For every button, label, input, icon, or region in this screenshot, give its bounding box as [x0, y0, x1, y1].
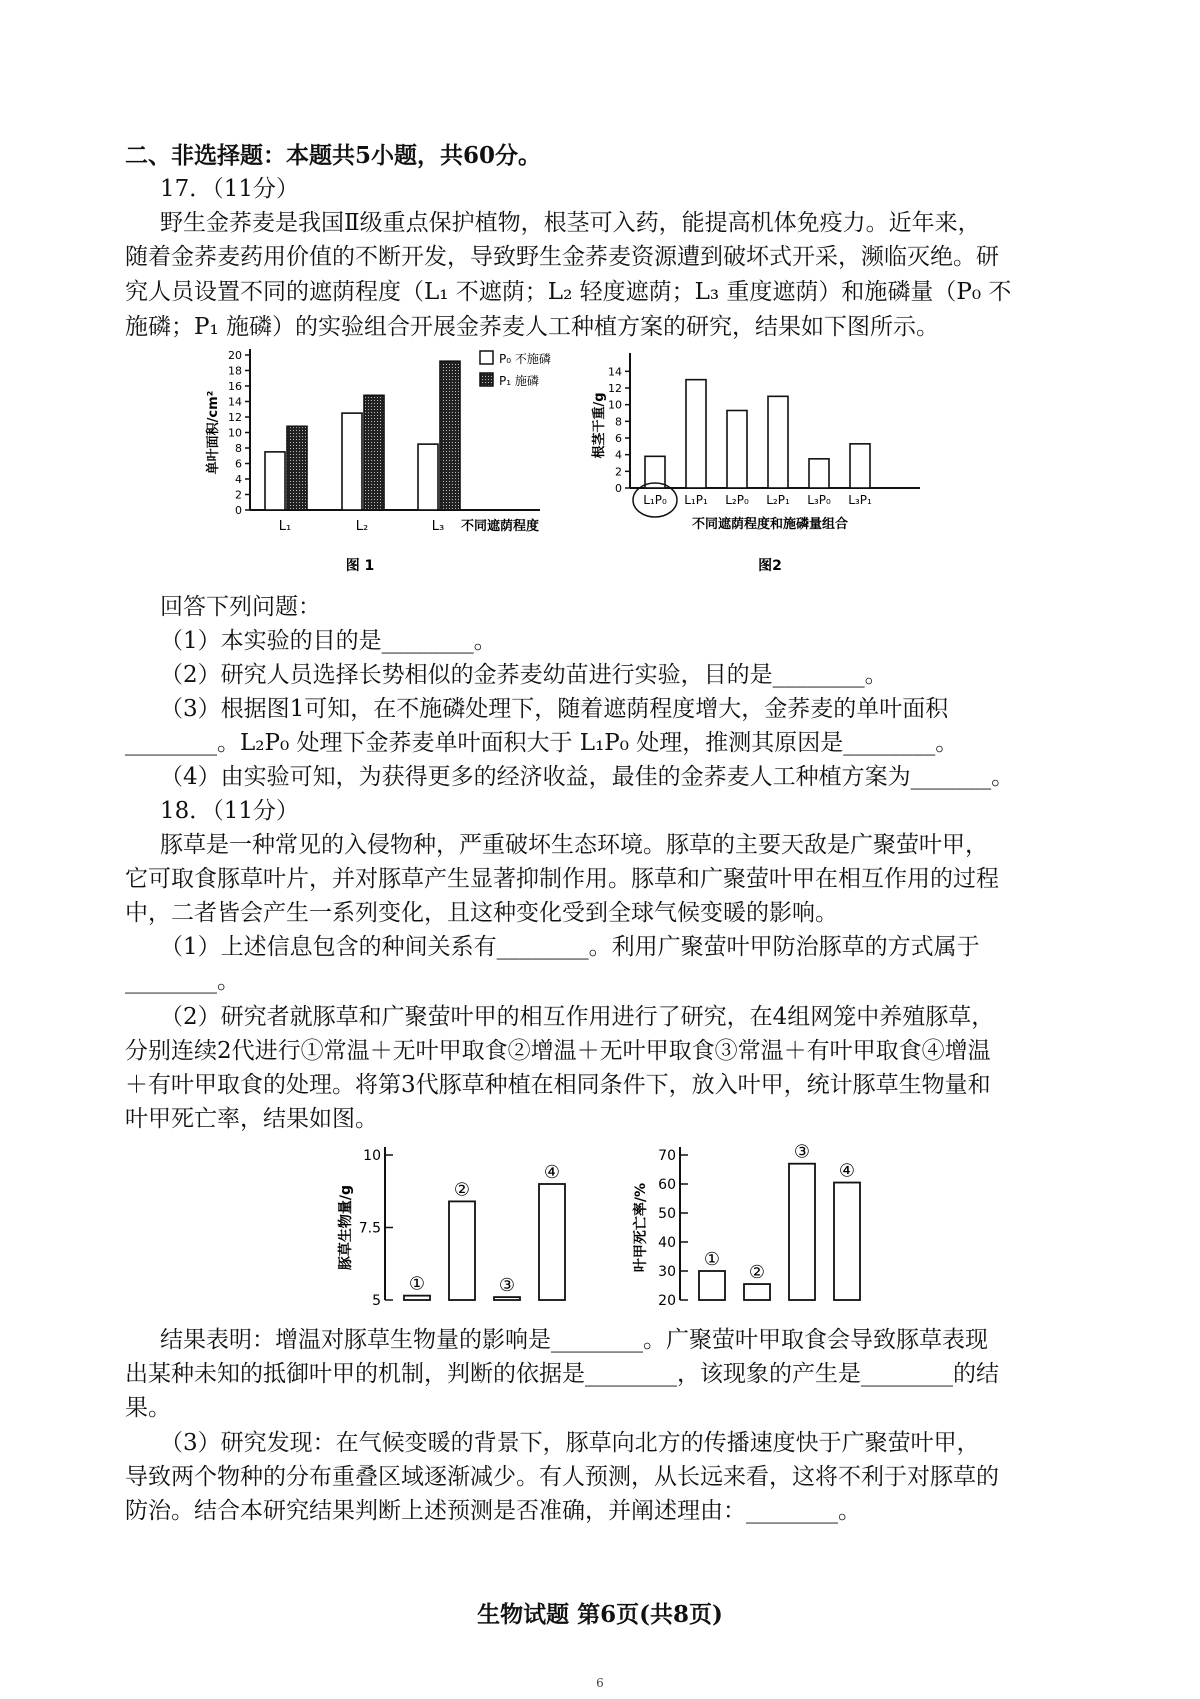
q18-number: 18．（11分）	[160, 798, 300, 824]
x-tick-label: L₁P₀	[643, 493, 667, 507]
figure-caption: 图2	[758, 558, 782, 574]
y-tick-label: 14	[608, 365, 622, 379]
y-tick-label: 6	[235, 457, 242, 471]
legend-label: P₀ 不施磷	[499, 352, 551, 366]
bar	[287, 426, 307, 510]
y-tick-label: 0	[615, 482, 622, 495]
q18-q3-line: 防治。结合本研究结果判断上述预测是否准确，并阐述理由：________。	[125, 1498, 861, 1524]
q17-question: ________。L₂P₀ 处理下金荞麦单叶面积大于 L₁P₀ 处理，推测其原因是________。	[125, 730, 959, 756]
biomass-chart	[340, 1140, 600, 1320]
x-tick-label: L₂P₀	[725, 493, 749, 507]
q18-para-line: 豚草是一种常见的入侵物种，严重破坏生态环境。豚草的主要天敌是广聚萤叶甲，	[160, 832, 988, 858]
y-tick-label: 5	[372, 1293, 381, 1309]
q18-q2-line: ＋有叶甲取食的处理。将第3代豚草种植在相同条件下，放入叶甲，统计豚草生物量和	[125, 1072, 991, 1098]
bar	[449, 1201, 475, 1300]
bar-label: ④	[838, 1160, 856, 1182]
q17-para-line: 随着金荞麦药用价值的不断开发，导致野生金荞麦资源遭到破坏式开采，濒临灭绝。研	[125, 244, 999, 270]
q17-question: （3）根据图1可知，在不施磷处理下，随着遮荫程度增大，金荞麦的单叶面积	[160, 696, 949, 722]
bar	[699, 1271, 725, 1300]
bar-label: ②	[748, 1262, 766, 1284]
bar	[440, 361, 460, 510]
y-tick-label: 20	[228, 349, 242, 362]
bar	[404, 1296, 430, 1300]
y-tick-label: 4	[235, 473, 242, 486]
page-footer: 生物试题 第6页(共8页)	[477, 1601, 723, 1628]
figure-2-chart	[592, 345, 925, 585]
bar-label: ①	[408, 1273, 426, 1295]
legend-swatch	[480, 351, 493, 364]
page-number: 6	[596, 1676, 604, 1690]
y-tick-label: 10	[363, 1148, 381, 1164]
q18-q2-line: （2）研究者就豚草和广聚萤叶甲的相互作用进行了研究，在4组网笼中养殖豚草，	[160, 1004, 995, 1030]
y-tick-label: 10	[608, 398, 622, 412]
y-axis-label: 叶甲死亡率/%	[633, 1182, 649, 1273]
y-axis-label: 单叶面积/cm²	[206, 390, 221, 475]
legend-swatch	[480, 373, 493, 386]
y-tick-label: 2	[235, 488, 242, 502]
y-axis-label: 根茎干重/g	[592, 392, 607, 459]
y-tick-label: 4	[615, 448, 622, 462]
y-axis-label: 豚草生物量/g	[338, 1184, 354, 1271]
bar	[342, 413, 362, 510]
y-tick-label: 60	[658, 1177, 676, 1193]
q17-question: （2）研究人员选择长势相似的金荞麦幼苗进行实验，目的是________。	[160, 662, 888, 688]
y-tick-label: 20	[658, 1293, 676, 1309]
bar	[265, 452, 285, 510]
x-tick-label: L₃	[431, 519, 445, 534]
y-tick-label: 16	[228, 380, 242, 393]
y-tick-label: 40	[658, 1235, 676, 1251]
y-tick-label: 8	[615, 415, 622, 429]
x-axis-label: 不同遮荫程度和施磷量组合	[691, 517, 849, 532]
q17-question: （4）由实验可知，为获得更多的经济收益，最佳的金荞麦人工种植方案为_______。	[160, 764, 1015, 790]
q17-answer-intro: 回答下列问题：	[160, 594, 321, 620]
bar	[789, 1164, 815, 1300]
q17-para-line: 野生金荞麦是我国Ⅱ级重点保护植物，根茎可入药，能提高机体免疫力。近年来，	[160, 210, 981, 236]
bar	[686, 380, 706, 488]
bar	[364, 395, 384, 510]
q18-q3-line: （3）研究发现：在气候变暖的背景下，豚草向北方的传播速度快于广聚萤叶甲，	[160, 1430, 980, 1456]
bar	[494, 1297, 520, 1300]
q17-para-line: 施磷；P₁ 施磷）的实验组合开展金荞麦人工种植方案的研究，结果如下图所示。	[125, 314, 940, 340]
x-tick-label: L₁	[278, 519, 292, 534]
q18-q2-line: 叶甲死亡率，结果如图。	[125, 1106, 378, 1132]
q18-result-line: 出某种未知的抵御叶甲的机制，判断的依据是________，该现象的产生是________的结	[125, 1361, 999, 1387]
y-tick-label: 70	[658, 1148, 676, 1164]
y-tick-label: 14	[228, 395, 242, 409]
y-tick-label: 50	[658, 1206, 676, 1222]
bar	[834, 1183, 860, 1300]
bar-label: ①	[703, 1249, 721, 1270]
x-tick-label: L₂	[355, 519, 369, 534]
y-tick-label: 12	[228, 411, 242, 424]
q18-para-line: 中，二者皆会产生一系列变化，且这种变化受到全球气候变暖的影响。	[125, 900, 838, 926]
q18-result-line: 果。	[125, 1395, 171, 1421]
q18-q3-line: 导致两个物种的分布重叠区域逐渐减少。有人预测，从长远来看，这将不利于对豚草的	[125, 1464, 999, 1490]
y-tick-label: 0	[235, 504, 242, 517]
bar-label: ③	[793, 1141, 811, 1163]
x-tick-label: L₁P₁	[684, 493, 708, 507]
q18-q1-line: ________。	[125, 968, 240, 994]
q17-number: 17．（11分）	[160, 176, 300, 202]
bar	[809, 459, 829, 488]
bar-label: ④	[543, 1162, 561, 1183]
y-tick-label: 12	[608, 382, 622, 395]
section-heading: 二、非选择题：本题共5小题，共60分。	[125, 142, 542, 169]
x-tick-label: L₃P₁	[848, 493, 872, 507]
bar	[768, 396, 788, 488]
q18-para-line: 它可取食豚草叶片，并对豚草产生显著抑制作用。豚草和广聚萤叶甲在相互作用的过程	[125, 866, 999, 892]
y-tick-label: 18	[228, 364, 242, 378]
bar	[418, 444, 438, 510]
bar	[727, 411, 747, 489]
x-axis-label: 不同遮荫程度	[460, 519, 540, 534]
y-tick-label: 30	[658, 1264, 676, 1280]
q18-q2-line: 分别连续2代进行①常温＋无叶甲取食②增温＋无叶甲取食③常温＋有叶甲取食④增温	[125, 1038, 991, 1064]
x-tick-label: L₂P₁	[766, 493, 790, 507]
q18-result-line: 结果表明：增温对豚草生物量的影响是________。广聚萤叶甲取食会导致豚草表现	[160, 1327, 988, 1353]
x-tick-label: L₃P₀	[807, 493, 831, 507]
q18-q1-line: （1）上述信息包含的种间关系有________。利用广聚萤叶甲防治豚草的方式属于	[160, 934, 980, 960]
y-tick-label: 8	[235, 442, 242, 455]
bar	[539, 1184, 565, 1300]
y-tick-label: 10	[228, 426, 242, 440]
figure-caption: 图 1	[345, 558, 375, 574]
y-tick-label: 7.5	[358, 1220, 381, 1237]
y-tick-label: 2	[615, 465, 622, 479]
mortality-chart	[635, 1140, 895, 1320]
legend-label: P₁ 施磷	[499, 374, 539, 388]
figure-1-chart	[205, 345, 575, 585]
q17-para-line: 究人员设置不同的遮荫程度（L₁ 不遮荫；L₂ 轻度遮荫；L₃ 重度遮荫）和施磷量（P₀ 不	[125, 279, 1012, 305]
bar-label: ③	[498, 1275, 516, 1297]
q17-question: （1）本实验的目的是________。	[160, 628, 497, 654]
bar	[744, 1284, 770, 1300]
bar	[850, 444, 870, 488]
y-tick-label: 6	[615, 432, 622, 445]
bar-label: ②	[453, 1179, 471, 1201]
